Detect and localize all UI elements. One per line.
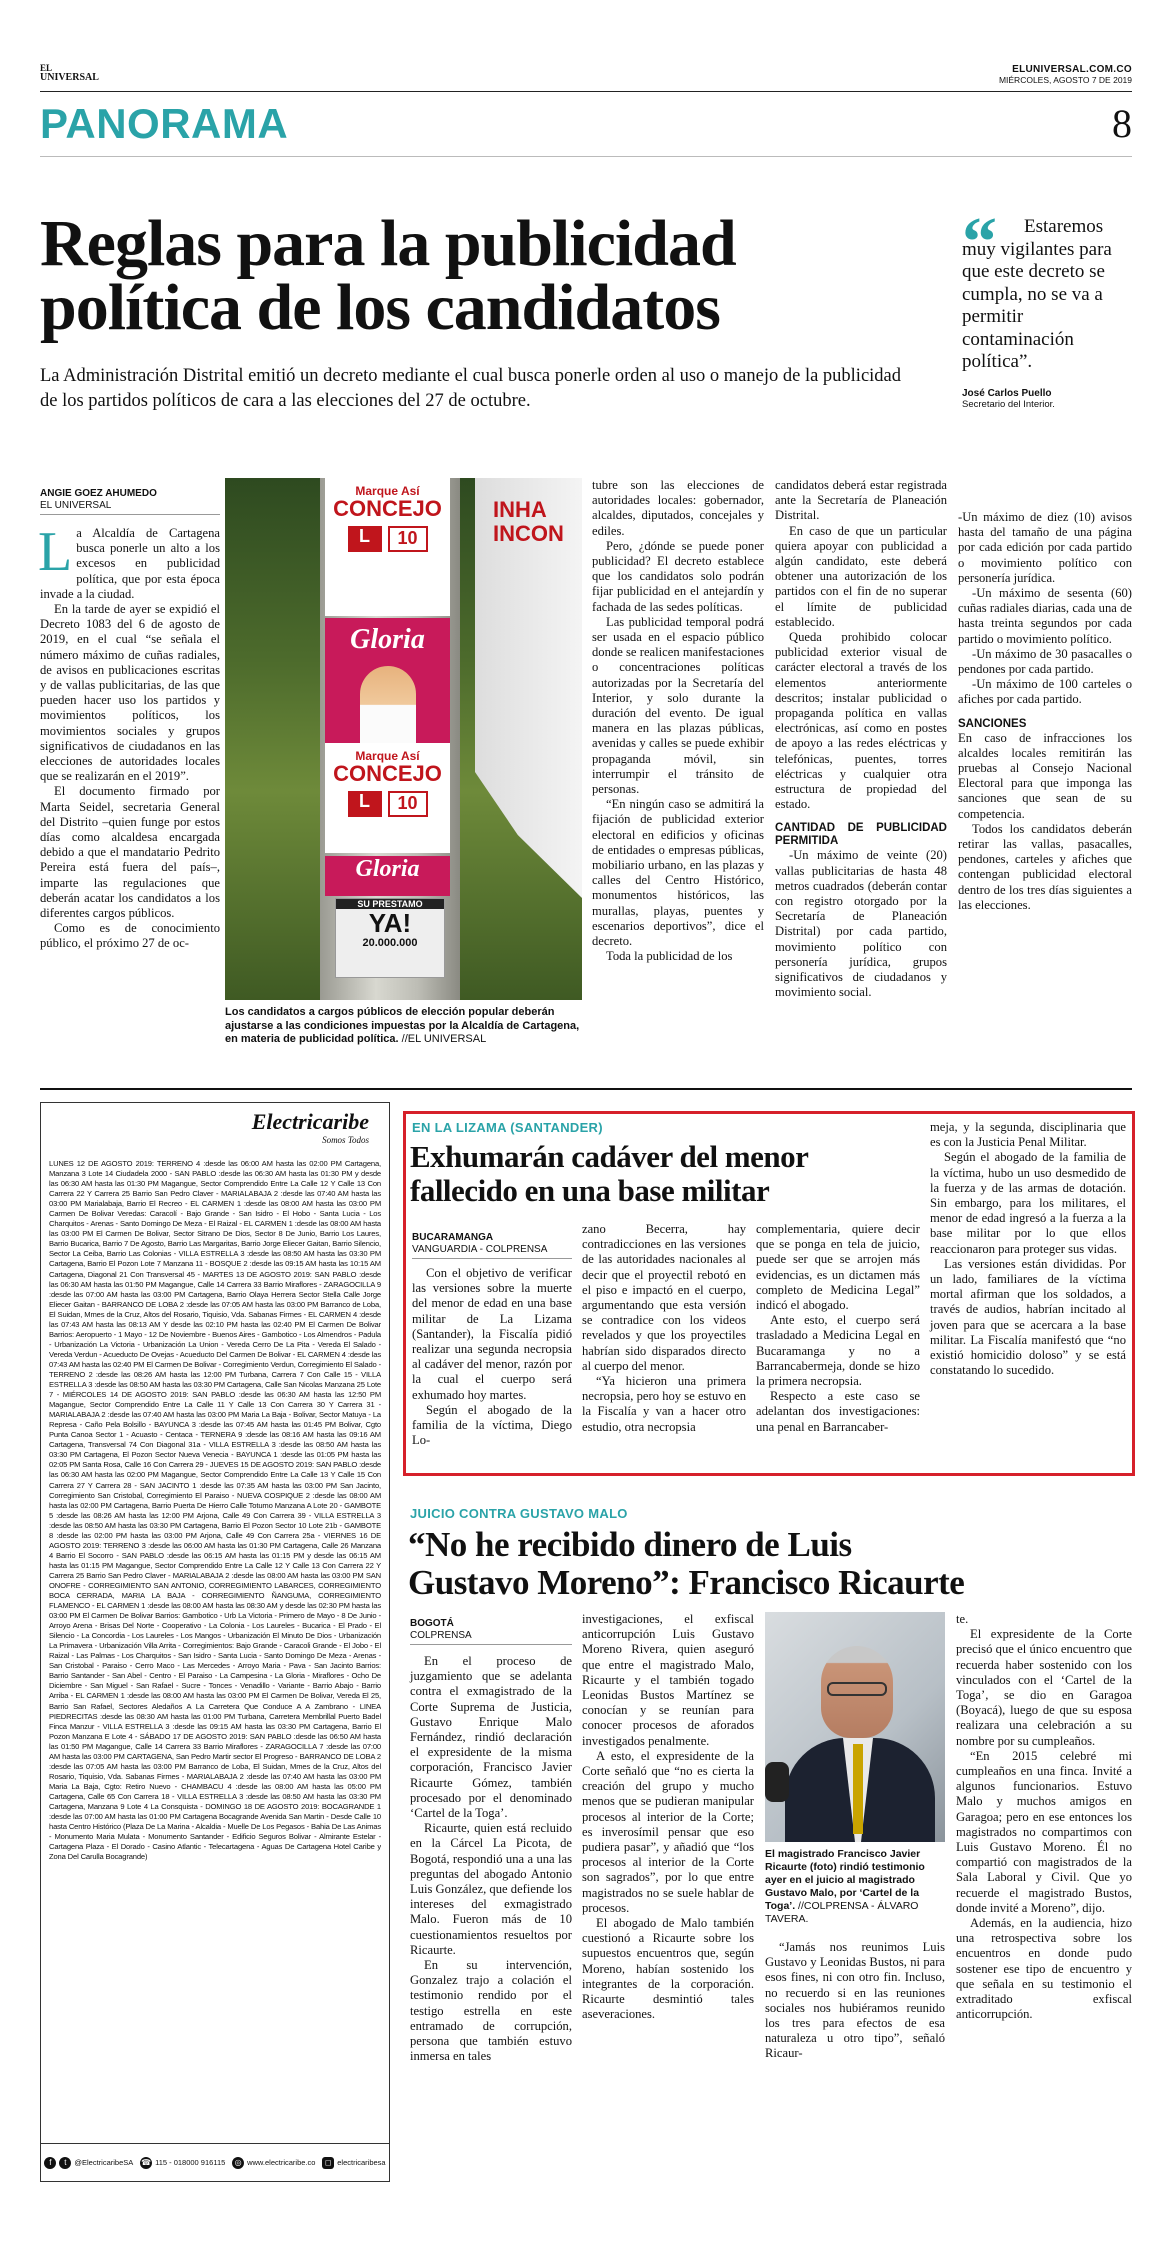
ad-social-link[interactable] xyxy=(44,2157,133,2169)
photo-tie xyxy=(853,1744,863,1834)
lead-paragraph: -Un máximo de veinte (20) vallas publicitarias de hasta 48 metros cuadrados (deberán contar con registro otorgado por la Secretaría de Planeación Distrital) por cada partido, movimiento político con personería jurídica, grupos significativos de ciudadanos y movimiento social. xyxy=(775,848,947,1000)
ad-web: www.electricaribe.co xyxy=(247,2158,316,2167)
lead-paragraph: candidatos deberá estar registrada ante la Secretaría de Planeación Distrital. xyxy=(775,478,947,523)
lead-paragraph: -Un máximo de 100 carteles o afiches por cada partido. xyxy=(958,677,1132,707)
lead-paragraph: Como es de conocimiento público, el próximo 27 de oc- xyxy=(40,921,220,951)
quote-text: Estaremos muy vigilantes para que este decreto se cumpla, no se va a permitir contaminación política”. xyxy=(962,216,1112,372)
story2-column-1 xyxy=(412,1266,572,1448)
lead-paragraph: El documento firmado por Marta Seidel, secretaria General del Distrito –quien funge por estos días como alcaldesa encargada debido a que el mandatario Pedrito Pereira está fuera del país–, imparte las regulaciones que deberán acatar los candidatos a los diferentes cargos públicos. xyxy=(40,784,220,921)
story2-paragraph: Las versiones están divididas. Por un lado, familiares de la víctima mortal afirman que los soldados, a través de audios, habrían incitado al joven para que se acercara a la base militar. La Fiscalía manifestó que “no existió homicidio doloso” y se está constatando lo sucedido. xyxy=(930,1256,1126,1378)
ad-web-link[interactable] xyxy=(232,2157,315,2169)
photo-text: CONCEJO xyxy=(333,761,442,786)
story2-paragraph: Según el abogado de la familia de la víctima, Diego Lo- xyxy=(412,1402,572,1448)
story3-column-1 xyxy=(410,1654,572,2064)
lead-headline-line2: política de los candidatos xyxy=(40,271,720,344)
lead-paragraph: “En ningún caso se admitirá la fijación de publicidad exterior electoral en edificios y oficinas de entidades o empresas públicas, mobiliario urbano, en las plazas y calles del Centro Histórico, monumentos históricos, las murallas, playas, puentes y escenarios deportivos”, dice el decreto. xyxy=(592,797,764,949)
story3-city: BOGOTÁ xyxy=(410,1618,454,1629)
poster-logo xyxy=(325,526,450,552)
ad-handle: @ElectricaribeSA xyxy=(74,2158,134,2167)
poster-logo xyxy=(325,791,450,817)
photo-text: CONCEJO xyxy=(333,496,442,521)
lead-headline-line1: Reglas para la publicidad xyxy=(40,207,736,280)
story3-paragraph: El abogado de Malo también cuestionó a Ricaurte sobre los supuestos encuentros que, según Moreno, habían sostenido los integrantes de la corporación. Ricaurte desmintió tales aseveraciones. xyxy=(582,1916,754,2022)
story3-paragraph: investigaciones, el exfiscal anticorrupción Luis Gustavo Moreno Rivera, quien aseguró que entre el magistrado Malo, Ricaurte y el también togado Leonidas Bustos Martínez se conocían y se reunían para conocer procesos de aforados investigados penalmente. xyxy=(582,1612,754,1748)
story2-paragraph: zano Becerra, hay contradicciones en las versiones de las autoridades nacionales al decir que el proyectil rebotó en el piso e impactó en el cuerpo, argumentando que esta versión se contradice con los videos revelados y que los proyectiles habrían sido disparados directo al cuerpo del menor. xyxy=(582,1222,746,1373)
quote-mark-icon: “ xyxy=(962,204,997,281)
photo-text: Marque Así xyxy=(355,749,420,763)
story2-column-4 xyxy=(930,1120,1126,1378)
ad-tagline: Somos Todos xyxy=(322,1135,369,1145)
photo-text: Gloria xyxy=(350,624,425,655)
story3-column-2 xyxy=(582,1612,754,2022)
section-rule xyxy=(40,156,1132,157)
lead-paragraph: Pero, ¿dónde se puede poner publicidad? El decreto establece que los candidatos solo podrán fijar publicidad en el antejardín y fachada de las sedes políticas. xyxy=(592,538,764,614)
lead-paragraph: a Alcaldía de Cartagena busca ponerle un alto a los excesos en publicidad política, que por esta época invade a la ciudad. xyxy=(40,526,220,601)
photo-text: SU PRESTAMO xyxy=(336,899,444,909)
ad-phone: 115 - 018000 916115 xyxy=(155,2158,226,2167)
logo-line2: UNIVERSAL xyxy=(40,72,99,83)
loan-flyer xyxy=(335,898,445,978)
story3-paragraph: “En 2015 celebré mi cumpleaños en una finca. Invité a algunos funcionarios. Estuvo Malo y muchos amigos en Garagoa; pero en ese entonces los magistrados no compartimos con Luis Gustavo Moreno. Él no compartió con magistrados de la Sala Laboral y Civil. Que yo recuerde el magistrado Bustos, donde invité a Moreno”, dijo. xyxy=(956,1748,1132,1915)
lead-column-1 xyxy=(38,521,220,952)
story2-column-3 xyxy=(756,1222,920,1435)
story3-paragraph: A esto, el expresidente de la Corte señaló que “no es cierta la creación del grupo y mucho menos que se pudieran manipular procesos al interior de la Corte; es inverosímil pensar que eso pudiera pasar”, y añadió que “los procesos al interior de la Corte son sagrados”, por lo que entre magistrados no se suele hablar de procesos. xyxy=(582,1748,754,1915)
ad-footer xyxy=(41,2143,389,2181)
ricaurte-photo-caption xyxy=(765,1848,945,1926)
photo-text: INCON xyxy=(493,521,564,546)
lead-paragraph: Toda la publicidad de los xyxy=(606,949,733,964)
lead-byline xyxy=(40,488,157,512)
photo-text: YA! xyxy=(368,908,412,938)
lead-outlet: EL UNIVERSAL xyxy=(40,500,112,511)
poster xyxy=(325,478,450,616)
masthead-site xyxy=(999,64,1132,85)
lead-column-3 xyxy=(775,478,947,1001)
story3-kicker: JUICIO CONTRA GUSTAVO MALO xyxy=(410,1506,628,1521)
dropcap: L xyxy=(38,521,73,583)
poster xyxy=(325,618,450,743)
story2-byline xyxy=(412,1232,547,1256)
story3-source: COLPRENSA xyxy=(410,1630,472,1641)
candidate-portrait xyxy=(360,666,416,743)
story3-byline xyxy=(410,1618,472,1642)
poster xyxy=(325,743,450,853)
story2-paragraph: Según el abogado de la familia de la víctima, hubo un uso desmedido de la fuerza y de las armas de dotación. Sin embargo, para los militares, el menor de edad ingresó a la fuerza a la base militar por lo que ellos reaccionaron para proteger sus vidas. xyxy=(930,1150,1126,1256)
party-logo-icon: L xyxy=(348,526,382,552)
story2-kicker: EN LA LIZAMA (SANTANDER) xyxy=(412,1120,603,1135)
story2-paragraph: complementaria, quiere decir que se ponga en tela de juicio, puede ser que se arrojen más evidencias, es un dictamen más completo de Medicina Legal” indicó el abogado. xyxy=(756,1222,920,1313)
masthead-logo xyxy=(40,64,99,82)
lead-paragraph: En caso de infracciones los alcaldes locales remitirán las pruebas al Consejo Nacional Electoral para que imponga las sanciones que sean de su competencia. xyxy=(958,730,1132,821)
lead-paragraph: Todos los candidatos deberán retirar las vallas, pasacalles, pendones, carteles y afiches que contengan publicidad electoral dentro de los tres días siguientes a las elecciones. xyxy=(958,821,1132,912)
lead-column-4 xyxy=(958,510,1132,913)
story3-column-4 xyxy=(956,1612,1132,2022)
lead-dek: La Administración Distrital emitió un decreto mediante el cual busca ponerle orden al uso o manejo de la publicidad de los partidos políticos de cara a las elecciones del 27 de octubre. xyxy=(40,366,902,411)
lead-paragraph: -Un máximo de diez (10) avisos hasta del tamaño de una página por cada edición por cada partido o movimiento político con personería jurídica. xyxy=(958,510,1132,585)
campaign-posters-photo xyxy=(225,478,582,1000)
photo-text: Gloria xyxy=(355,856,420,882)
site-url: ELUNIVERSAL.COM.CO xyxy=(1012,64,1132,75)
story3-headline-line1: “No he recibido dinero de Luis xyxy=(408,1525,852,1564)
story2-headline-line1: Exhumarán cadáver del menor xyxy=(410,1139,809,1174)
page-number: 8 xyxy=(1112,101,1132,146)
quote-role: Secretario del Interior. xyxy=(962,398,1055,410)
story3-byline-rule xyxy=(410,1644,572,1645)
subhead-sanctions: SANCIONES xyxy=(958,717,1027,730)
story3-paragraph: Además, en la audiencia, hizo una retrospectiva sobre los encuentros en donde pudo sostener ese tipo de encuentro y que señala en su testimonio el extraditado exfiscal anticorrupción. xyxy=(956,1916,1132,2022)
story2-headline-line2: fallecido en una base militar xyxy=(410,1173,770,1208)
story2-paragraph: Respecto a este caso se adelantan dos investigaciones: una penal en Barrancaber- xyxy=(756,1389,920,1434)
lead-paragraph: -Un máximo de 30 pasacalles o pendones por cada partido. xyxy=(958,646,1132,677)
twitter-icon: t xyxy=(59,2157,71,2169)
globe-icon: ◎ xyxy=(232,2157,244,2169)
ricaurte-photo xyxy=(765,1612,945,1842)
caption-bold: El magistrado Francisco Javier Ricaurte (foto) rindió testimonio ayer en el juicio al magistrado Gustavo Malo, por ‘Cartel de la Toga’. xyxy=(765,1848,925,1912)
ad-brand: Electricaribe xyxy=(251,1109,369,1134)
photo-text: 10 xyxy=(388,526,428,552)
story3-paragraph: El expresidente de la Corte precisó que el único encuentro que recuerda haber sostenido con los vinculados con el ‘Cartel de la Toga’, se dio en Garagoa (Boyacá), luego de que su esposa realizara una celebración a su nombre por su cumpleaños. xyxy=(956,1627,1132,1748)
facebook-icon: f xyxy=(44,2157,56,2169)
story2-column-2 xyxy=(582,1222,746,1435)
ad-handle2: electricaribesa xyxy=(337,2158,386,2167)
issue-date: MIÉRCOLES, AGOSTO 7 DE 2019 xyxy=(998,75,1132,85)
ad-instagram-link[interactable] xyxy=(322,2157,385,2169)
electricaribe-ad xyxy=(40,1102,390,2182)
lead-paragraph: En caso de que un particular quiera apoyar con publicidad a algún candidato, este deberá obtener una autorización de los partidos con el fin de no superar el límite de publicidad establecido. xyxy=(775,523,947,629)
story2-byline-rule xyxy=(412,1258,572,1259)
lead-author: ANGIE GOEZ AHUMEDO xyxy=(40,488,157,499)
pull-quote xyxy=(962,204,1137,410)
story2-paragraph: Ante esto, el cuerpo será trasladado a Medicina Legal en Bucaramanga y no a Barrancabermeja, donde se hizo la primera necropsia. xyxy=(756,1313,920,1389)
quote-author: José Carlos Puello xyxy=(962,387,1052,399)
story2-paragraph: meja, y la segunda, disciplinaria que es con la Justicia Penal Militar. xyxy=(930,1120,1126,1150)
caption-credit: //COLPRENSA - ÁLVARO TAVERA. xyxy=(765,1900,919,1925)
story3-paragraph: Ricaurte, quien está recluido en la Cárcel La Picota, de Bogotá, respondió una a una las preguntas del abogado Antonio Luis González, que defiende los intereses del exmagistrado Malo. Fueron más de 10 cuestionamientos resueltos por Ricaurte. xyxy=(410,1821,572,1957)
photo-text: Marque Así xyxy=(355,484,420,498)
masthead-rule xyxy=(40,91,1132,92)
party-logo-icon: L xyxy=(348,791,382,817)
story2-paragraph: “Ya hicieron una primera necropsia, pero hoy se estuvo en la Fiscalía y van a hacer otro estudio, otra necropsia xyxy=(582,1374,746,1434)
poster xyxy=(325,856,450,896)
story2-source: VANGUARDIA - COLPRENSA xyxy=(412,1244,548,1255)
lead-bottom-rule xyxy=(40,1088,1132,1090)
story2-headline xyxy=(410,1140,910,1208)
lead-photo-caption xyxy=(225,1006,582,1047)
section-title: PANORAMA xyxy=(40,100,289,147)
lead-headline xyxy=(40,207,940,344)
photo-banner-text xyxy=(493,497,564,546)
story3-paragraph: En su intervención, Gonzalez trajo a colación el testimonio rendido por el testigo estrella en este entramado de corrupción, persona que también estuvo inmersa en tales xyxy=(410,1958,572,2064)
phone-icon: ☎ xyxy=(141,2157,152,2167)
story2-city: BUCARAMANGA xyxy=(412,1232,494,1243)
photo-glasses xyxy=(827,1682,887,1696)
caption-bold: Los candidatos a cargos públicos de elección popular deberán ajustarse a las condiciones impuestas por la Alcaldía de Cartagena, en materia de publicidad política. xyxy=(225,1006,580,1045)
story3-paragraph: “Jamás nos reunimos Luis Gustavo y Leonidas Bustos, ni para esos fines, ni con otro fin. Incluso, no recuerdo si en las reuniones sociales nos hubiéramos reunido los tres para efectos de esa naturaleza u otro tipo”, señaló Ricaur- xyxy=(765,1940,945,2061)
lead-paragraph: Las publicidad temporal podrá ser usada en el espacio público donde se realicen manifestaciones o concentraciones políticas autorizadas por la Secretaría del Interior, y solo durante la duración del evento. De igual manera en las plazas públicas, avenidas y calles se puede exhibir propaganda móvil, sin interrumpir el tránsito de personas. xyxy=(592,614,764,797)
ad-phone-link[interactable] xyxy=(140,2157,225,2169)
lead-column-2 xyxy=(592,478,764,965)
story3-paragraph: te. xyxy=(956,1612,969,1626)
lead-paragraph: -Un máximo de sesenta (60) cuñas radiales diarias, cada una de hasta treinta segundos por cada partido o movimiento político. xyxy=(958,586,1132,646)
ad-header xyxy=(41,1103,389,1153)
lead-paragraph: Queda prohibido colocar publicidad exterior visual de carácter electoral a través de los elementos anteriormente descritos; instalar publicidad o propaganda política en vallas electrónicas, así como en postes de apoyo a las redes eléctricas y telefónicas, puentes, torres eléctricas y cualquier otra estructura de propiedad del estado. xyxy=(775,630,947,812)
subhead-permitted: CANTIDAD DE PUBLICIDAD PERMITIDA xyxy=(775,822,947,848)
story3-headline xyxy=(408,1526,1128,1602)
photo-text: 10 xyxy=(388,791,428,817)
story3-headline-line2: Gustavo Moreno”: Francisco Ricaurte xyxy=(408,1563,965,1602)
story3-paragraph: En el proceso de juzgamiento que se adelanta contra el exmagistrado de la Corte Suprema de Justicia, Gustavo Enrique Malo Fernández, rindió declaración el expresidente de la misma corporación, Francisco Javier Ricaurte Gómez, también procesado por el denominado ‘Cartel de la Toga’. xyxy=(410,1654,572,1821)
story2-paragraph: Con el objetivo de verificar las versiones sobre la muerte del menor de edad en una base militar de La Lizama (Santander), la Fiscalía pidió realizar una segunda necropsia al cadáver del menor, razón por la cual el cuerpo será exhumado hoy martes. xyxy=(412,1266,572,1402)
photo-text: 20.000.000 xyxy=(362,937,418,949)
lead-paragraph: En la tarde de ayer se expidió el Decreto 1083 del 6 de agosto de 2019, en el cual “se señala el número máximo de cuñas radiales, de avisos en publicaciones escritas y de vallas publicitarias, de las que pueden hacer uso los partidos y movimientos políticos, los movimientos sociales y grupos significativos de ciudadanos en las elecciones de autoridades locales que se realizarán en el 2019”. xyxy=(40,602,220,784)
logo-line1: EL xyxy=(40,63,53,73)
outage-schedule: LUNES 12 DE AGOSTO 2019: TERRENO 4 :desde las 06:00 AM hasta las 02:00 PM Cartagena, Manzana 3 Lote 14 Ciudadela 2000 - SAN PABLO :desde las 06:30 AM hasta las 01:30 PM y desde las 06:30 AM hasta las 01:30 PM Magangue, Sector Comprendido Entre La Calle 12 Y Calle 13 Con Carrera 22 Y Carrera 25 Barrio San Pedro Claver - MARIALABAJA 2 :desde las 07:40 AM hasta las 03:00 PM Marialabaja, Barrio El Recreo - EL CARMEN 1 :desde las 08:00 AM hasta las 03:00 PM Carmen De Bolivar Veredas: Caracolí - Bajo Grande - San Isidro - El Hobo - Santa Lucia - Los Charquitos - Arenas - Santo Domingo De Meza - El Raizal - EL CARMEN 1 :desde las 08:00 AM hasta las 03:00 PM El Carmen De Bolivar, Sector Sitrano De Dios, Sector 8 De Junio, Barrio Los Laures, Barrio Bucarica, Barrio 7 De Agosto, Barrio Las Margaritas, Barrio Jorge Eliecer Gaitan, Barrio Silencio, Sector La Ceiba, Barrio Las Colonias - VILLA ESTRELLA 3 :desde las 08:50 AM hasta las 03:30 PM Cartagena, Barrio El Pozon Lote 7 Manzana 11 - BOSQUE 2 :desde las 09:15 AM hasta las 10:15 AM Cartagena, Diagonal 21 Con Transversal 45 - MARTES 13 DE AGOSTO 2019: SAN PABLO :desde las 06:30 AM hasta las 01:50 PM Magangue, Calle 14 Carrera 33 Barrio Miraflores - ZARAGOCILLA 9 :desde las 07:00 AM hasta las 03:00 PM Cartagena, Barrio Olaya Herrera Sector Stella Calle Jorge Eliecer Gaitan - BARRANCO DE LOBA 2 :desde las 07:05 AM hasta las 03:00 PM Barranco de Loba, El Suidan, Mmes de la Cruz, Altos del Rosario, Tiquisio, Vda. Sabanas Firmes - EL CARMEN 4 :desde las 07:43 AM hasta las 08:13 AM Y desde las 02:10 PM hasta las 02:40 PM El Carmen De Bolivar Barrios: Aeropuerto - 1 Mayo - 12 De Noviembre - Buenos Aires - Gambotico - Los Almendros - Padula - Urbanización La Victoria - Urbanización La Union - Vereda Cerro De La Pita - Vereda El Salado - Vereda Verdun - Acueducto De Ovejas - Acueducto Del Carmen De Bolivar - EL CARMEN 4 :desde las 07:43 AM hasta las 02:40 PM El Carmen De Bolivar - Corregimiento Verdun, Corregimiento El Salado - TERRENO 2 :desde las 08:26 AM hasta las 12:00 PM Turbana, Carrera 7 Con Calle 15 - VILLA ESTRELLA 3 :desde las 08:50 AM hasta las 03:30 PM Cartagena, Calle San Nicolas Manzana 25 Lote 7 - MIÉRCOLES 14 DE AGOSTO 2019: SAN PABLO :desde las 06:30 AM hasta las 12:50 PM Magangue, Sector Comprendido Entre La Calle 11 Y Calle 13 Con Carrera 30 Y Carrera 31 - MARIALABAJA 2 :desde las 07:40 AM hasta las 03:00 PM Maria La Baja - Bolivar, Sector Matuya - La Represa - Caño Pela Bolsillo - BAYUNCA 3 :desde las 07:45 AM hasta las 01:45 PM Bolivar, Cgto Punta Canoa Sector 1 - Acuasto - Centaca - TERNERA 9 :desde las 08:16 AM hasta las 09:16 AM Cartagena, Transversal 74 Con Diagonal 31a - VILLA ESTRELLA 3 :desde las 08:50 AM hasta las 03:30 PM Cartagena, El Pozon Sector Nueva Venecia - BAYUNCA 1 :desde las 01:05 PM hasta las 02:05 PM Santa Rosa, Calle 16 Con Carrera 29 - JUEVES 15 DE AGOSTO 2019: SAN PABLO :desde las 06:30 AM hasta las 02:00 PM Magangue, Sector Comprendido Entre La Calle 13 Y Calle 15 Con Carrera 27 Y Carrera 28 - SAN JACINTO 1 :desde las 07:35 AM hasta las 03:00 PM San Jacinto, Corregimiento San Cristobal, Corregimiento El Paraiso - NUEVA COSPIQUE 2 :desde las 08:00 AM hasta las 02:00 PM Cartagena, Barrio Puerta De Hierro Calle Totumo Manzana A Lote 20 - GAMBOTE 5 :desde las 08:26 AM hasta las 12:00 PM Arjona, Calle 49 Con Carrera 39 - VILLA ESTRELLA 3 :desde las 08:50 AM hasta las 03:30 PM Cartagena, Barrio El Pozon Sector 10 Lote 21b - GAMBOTE 8 :desde las 02:00 PM hasta las 03:00 PM Arjona, Calle 49 Con Carrera 25a - VIERNES 16 DE AGOSTO 2019: TERRENO 3 :desde las 06:00 AM hasta las 01:30 PM Cartagena, Calle 26 Manzana 4 Barrio El Socorro - SAN PABLO :desde las 06:15 AM hasta las 01:15 PM y desde las 06:15 AM hasta las 01:15 PM Magangue, Sector Comprendido Entre La Calle 12 Y Calle 13 Con Carrera 22 Y Carrera 25 Barrio San Pedro Claver - MARIALABAJA 2 :desde las 08:00 AM hasta las 03:00 PM SAN ONOFRE - CORREGIMIENTO SAN ANTONIO, CORREGIMIENTO LABARCES, CORREGIMIENTO BOCA CERRADA, MARIA LA BAJA - CORREGIMIENTO ÑANGUMA, CORREGIMIENTO FLAMENCO - EL CARMEN 1 :desde las 08:00 AM hasta las 08:30 AM y desde las 02:30 PM hasta las 03:00 PM El Carmen De Bolivar Barrios: Gambotico - Urb La Victoria - Primero de Mayo - 8 De Junio - Arroyo Arena - Brisas Del Norte - Cooperativo - La Colonia - Los Laureles - Bucarica - El Prado - El Silencio - La Concordia - Los Laureles - Los Mangos - Urbanización El Minuto De Dios - Urbanización La Primavera - Urbanización Villa Arrita - Corregimientos: Bajo Grande - Caracoli Grande - El Jobo - El Raizal - Las Palmas - Los Charquitos - San Isidro - Santa Lucia - Santo Domingo De Meza - Arenas - San Cristobal - Paraiso - Cerro Maco - Las Mercedes - Arroyo Maria - Pava - San Jacinto Barrios: Barrio Santander - San Abel - Centro - El Paraiso - La Campesina - La Gloria - Miraflores - Ocho De Diciembre - San Miguel - San Rafael - Sucre - Tonces - Venadillo - Variante - Barrio Abajo - Barrio Arriba - EL CARMEN 1 :desde las 08:00 AM hasta las 03:00 PM El Carmen De Bolivar, Vereda El 25, Barrio San Rafael, Sectores Aledaños A La Carretera Que Conduce A A Zambrano - LINEA PIEDRECITAS :desde las 08:30 AM hasta las 01:00 PM Turbana, Carretera Membrillal Puerto Badel Finca Manzur - VILLA ESTRELLA 3 :desde las 09:15 AM hasta las 03:30 PM Cartagena, Barrio El Pozon Manzana E Lote 4 - SÁBADO 17 DE AGOSTO 2019: SAN PABLO :desde las 06:50 AM hasta las 01:50 PM Magangue, Calle 14 Carrera 33 Barrio Miraflores - ZARAGOCILLA 7 :desde las 07:00 AM hasta las 03:00 PM CARTAGENA, San Pedro Martir sector El Progreso - BARRANCO DE LOBA 2 :desde las 07:05 AM hasta las 03:00 PM Barranco de Loba, El Suidan, Mmes de la Cruz, Altos del Rosario, Tiquisio, Vda. Sabanas Firmes - MARIALABAJA 2 :desde las 07:40 AM hasta las 03:00 PM Maria La Baja, Cgto: Retiro Nuevo - CHAMBACU 4 :desde las 08:00 AM hasta las 05:00 PM Cartagena, Calle 65 Con Carrera 18 - VILLA ESTRELLA 3 :desde las 08:50 AM hasta las 03:30 PM Cartagena, Manzana 9 Lote 4 La Consquista - DOMINGO 18 DE AGOSTO 2019: BOCAGRANDE 1 :desde las 07:00 AM hasta las 01:00 PM Cartagena Bocagrande Avenida San Martin - Desde Calle 10 hasta Centro Histórico (Plaza De La Marina - Alcaldia - Muelle De Los Pegasos - Bahia De Las Animas - Monumento Maria Mulata - Monumento Santander - Edificio Seguros Bolivar - Almirante Estelar - Cartagena Plaza - El Dorado - Casino Atlantic - Telecartagena - Aguas De Cartagena Hotel Caribe y Zona Del Carulla Bocagrande) xyxy=(49,1159,381,1862)
photo-text: INHA xyxy=(493,497,547,522)
instagram-icon: ◻ xyxy=(322,2157,334,2169)
story3-column-3 xyxy=(765,1940,945,2062)
photo-microphone xyxy=(765,1762,789,1802)
byline-rule xyxy=(40,514,220,515)
lead-paragraph: tubre son las elecciones de autoridades locales: gobernador, alcaldes, diputados, concejales y ediles. xyxy=(592,478,764,538)
caption-credit: //EL UNIVERSAL xyxy=(398,1033,487,1045)
